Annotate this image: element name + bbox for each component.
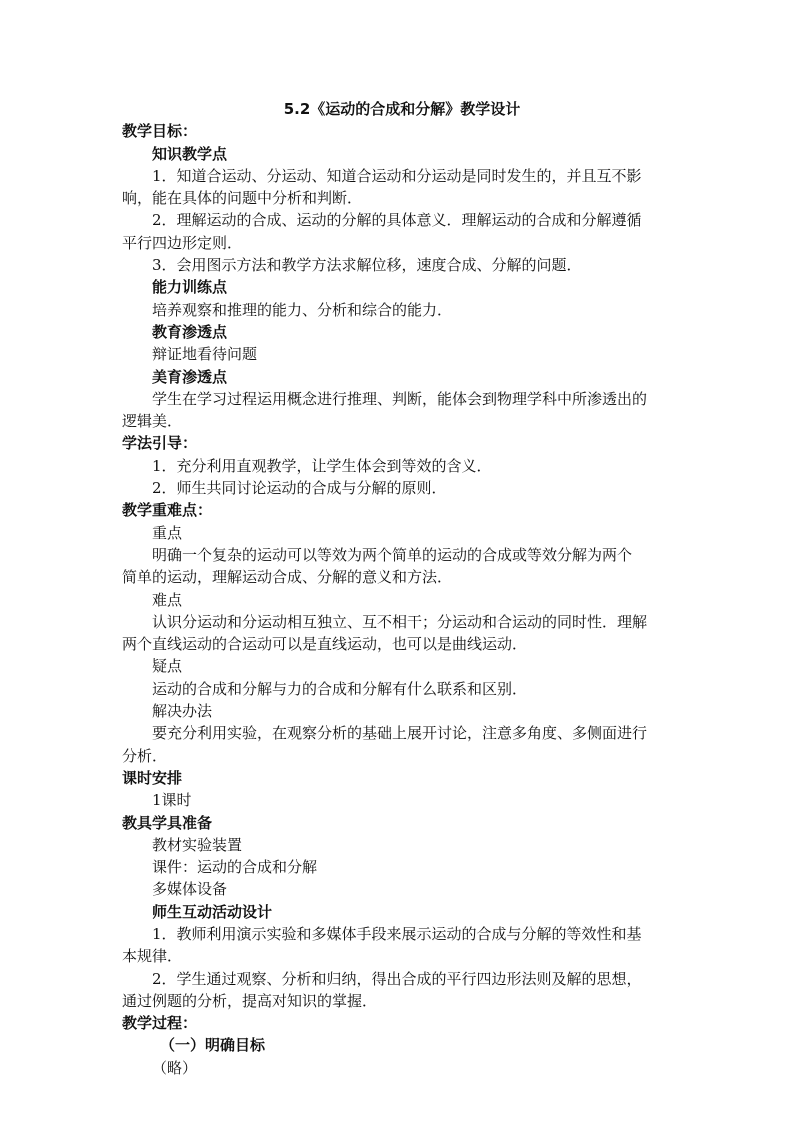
process-subheading-1-text: （略） bbox=[152, 1058, 198, 1077]
tools-heading: 教具学具准备 bbox=[122, 813, 213, 832]
solution-text: 要充分利用实验，在观察分析的基础上展开讨论，注意多角度、多侧面进行 bbox=[152, 724, 648, 743]
method-item-2: 2．师生共同讨论运动的合成与分解的原则． bbox=[152, 479, 447, 498]
process-subheading-1: （一）明确目标 bbox=[160, 1036, 266, 1055]
tool-item-1: 教材实验装置 bbox=[152, 835, 243, 854]
schedule-text: 1课时 bbox=[152, 791, 192, 810]
aesthetic-text-cont: 逻辑美． bbox=[122, 412, 183, 431]
interaction-heading: 师生互动活动设计 bbox=[152, 902, 273, 921]
interaction-item-2: 2．学生通过观察、分析和归纳，得出合成的平行四边形法则及解的思想， bbox=[152, 969, 642, 988]
tool-item-3: 多媒体设备 bbox=[152, 880, 228, 899]
doubt-text: 运动的合成和分解与力的合成和分解有什么联系和区别． bbox=[152, 679, 528, 698]
focus-text: 明确一个复杂的运动可以等效为两个简单的运动的合成或等效分解为两个 bbox=[152, 545, 633, 564]
doubt-label: 疑点 bbox=[152, 657, 183, 676]
ability-heading: 能力训练点 bbox=[152, 278, 228, 297]
aesthetic-heading: 美育渗透点 bbox=[152, 367, 228, 386]
interaction-item-1: 1．教师利用演示实验和多媒体手段来展示运动的合成与分解的等效性和基 bbox=[152, 924, 642, 943]
knowledge-item-1: 1．知道合运动、分运动、知道合运动和分运动是同时发生的，并且互不影 bbox=[152, 166, 642, 185]
method-heading: 学法引导： bbox=[122, 434, 198, 453]
method-item-1: 1．充分利用直观教学，让学生体会到等效的含义． bbox=[152, 456, 492, 475]
focus-text-cont: 简单的运动，理解运动合成、分解的意义和方法． bbox=[122, 568, 453, 587]
schedule-heading: 课时安排 bbox=[122, 768, 183, 787]
ability-text: 培养观察和推理的能力、分析和综合的能力． bbox=[152, 300, 453, 319]
aesthetic-text: 学生在学习过程运用概念进行推理、判断，能体会到物理学科中所渗透出的 bbox=[152, 389, 648, 408]
key-heading: 教学重难点： bbox=[122, 501, 213, 520]
knowledge-item-2-cont: 平行四边形定则． bbox=[122, 233, 243, 252]
education-heading: 教育渗透点 bbox=[152, 322, 228, 341]
knowledge-item-2: 2．理解运动的合成、运动的分解的具体意义．理解运动的合成和分解遵循 bbox=[152, 211, 642, 230]
tool-item-2: 课件：运动的合成和分解 bbox=[152, 858, 318, 877]
process-heading: 教学过程： bbox=[122, 1014, 198, 1033]
difficulty-label: 难点 bbox=[152, 590, 183, 609]
document-title: 5.2《运动的合成和分解》教学设计 bbox=[283, 100, 521, 118]
difficulty-text: 认识分运动和分运动相互独立、互不相干；分运动和合运动的同时性．理解 bbox=[152, 612, 648, 631]
objectives-heading: 教学目标： bbox=[122, 122, 198, 141]
focus-label: 重点 bbox=[152, 523, 183, 542]
document-body bbox=[122, 98, 682, 1079]
interaction-item-2-cont: 通过例题的分析，提高对知识的掌握． bbox=[122, 991, 378, 1010]
solution-text-cont: 分析． bbox=[122, 746, 168, 765]
knowledge-heading: 知识教学点 bbox=[152, 144, 228, 163]
knowledge-item-3: 3．会用图示方法和教学方法求解位移，速度合成、分解的问题． bbox=[152, 256, 582, 275]
interaction-item-1-cont: 本规律． bbox=[122, 947, 183, 966]
solution-label: 解决办法 bbox=[152, 702, 213, 721]
education-text: 辩证地看待问题 bbox=[152, 345, 258, 364]
difficulty-text-cont: 两个直线运动的合运动可以是直线运动，也可以是曲线运动． bbox=[122, 635, 528, 654]
knowledge-item-1-cont: 响，能在具体的问题中分析和判断． bbox=[122, 189, 363, 208]
